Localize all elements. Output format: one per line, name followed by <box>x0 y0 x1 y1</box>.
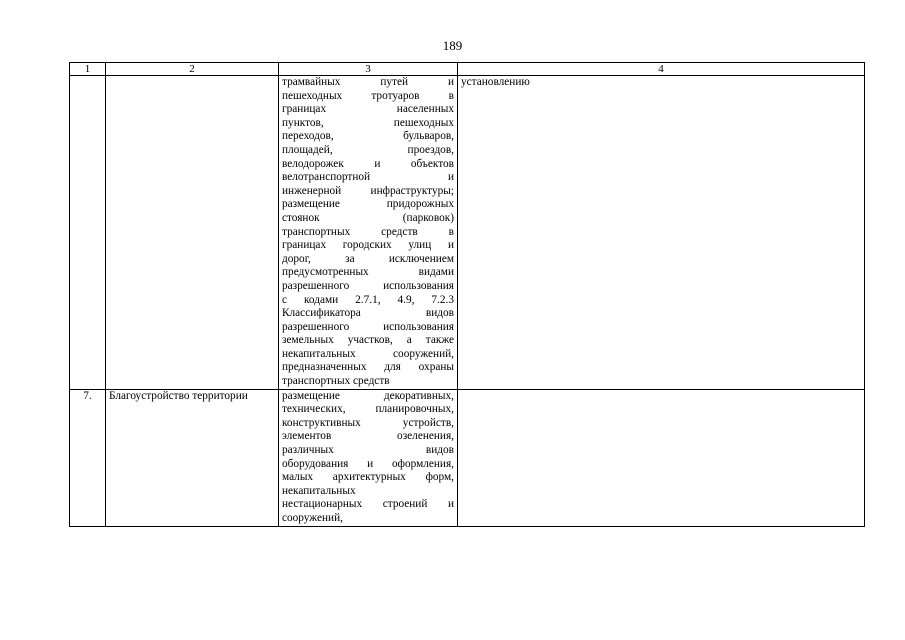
description-line: трамвайных путей и <box>282 76 454 88</box>
row-number-cell: 7. <box>70 389 106 526</box>
description-line: некапитальных <box>282 484 356 497</box>
description-line: различных видов <box>282 444 454 457</box>
description-line: земельных участков, а также <box>282 334 454 347</box>
description-line: размещение придорожных <box>282 198 454 211</box>
description-line: велодорожек и объектов <box>282 157 454 170</box>
table-row <box>70 76 865 390</box>
description-line: с кодами 2.7.1, 4.9, 7.2.3 <box>282 293 454 306</box>
description-line: элементов озеленения, <box>282 430 454 443</box>
description-line: площадей, проездов, <box>282 143 454 156</box>
document-table <box>69 62 865 527</box>
description-line: инженерной инфраструктуры; <box>282 184 454 197</box>
header-cell-2: 2 <box>106 63 279 76</box>
description-line: границах городских улиц и <box>282 239 454 252</box>
row-description-cell <box>279 389 458 526</box>
description-line: оборудования и оформления, <box>282 457 454 470</box>
description-line: пешеходных тротуаров в <box>282 89 454 102</box>
description-line: некапитальных сооружений, <box>282 347 454 360</box>
description-line: предусмотренных видами <box>282 266 454 279</box>
description-line: границах населенных <box>282 103 454 116</box>
description-line: технических, планировочных, <box>282 403 454 416</box>
description-line: предназначенных для охраны <box>282 361 454 374</box>
description-line: Классификатора видов <box>282 307 454 320</box>
page-number: 189 <box>442 38 463 53</box>
description-line: дорог, за исключением <box>282 252 454 265</box>
description-line: транспортных средств в <box>282 225 454 238</box>
header-cell-4: 4 <box>458 63 865 76</box>
description-line: малых архитектурных форм, <box>282 471 454 484</box>
header-cell-3: 3 <box>279 63 458 76</box>
row-name-cell: Благоустройство территории <box>106 389 279 526</box>
description-line: стоянок (парковок) <box>282 211 454 224</box>
row-note-cell <box>458 389 865 526</box>
description-line: нестационарных строений и <box>282 498 454 511</box>
row-note-cell: установлению <box>458 76 865 390</box>
description-line: разрешенного использования <box>282 320 454 333</box>
header-cell-1: 1 <box>70 63 106 76</box>
row-name-cell <box>106 76 279 390</box>
description-line: переходов, бульваров, <box>282 130 454 143</box>
description-line: велотранспортной и <box>282 171 454 184</box>
table-header-row <box>70 63 865 76</box>
description-line: размещение декоративных, <box>282 389 454 402</box>
row-number-cell <box>70 76 106 390</box>
description-line: транспортных средств <box>282 375 390 388</box>
table-row <box>70 389 865 526</box>
description-line: конструктивных устройств, <box>282 416 454 429</box>
row-description-cell <box>279 76 458 390</box>
description-line: пунктов, пешеходных <box>282 116 454 129</box>
description-line: разрешенного использования <box>282 279 454 292</box>
description-line: сооружений, <box>282 512 343 524</box>
